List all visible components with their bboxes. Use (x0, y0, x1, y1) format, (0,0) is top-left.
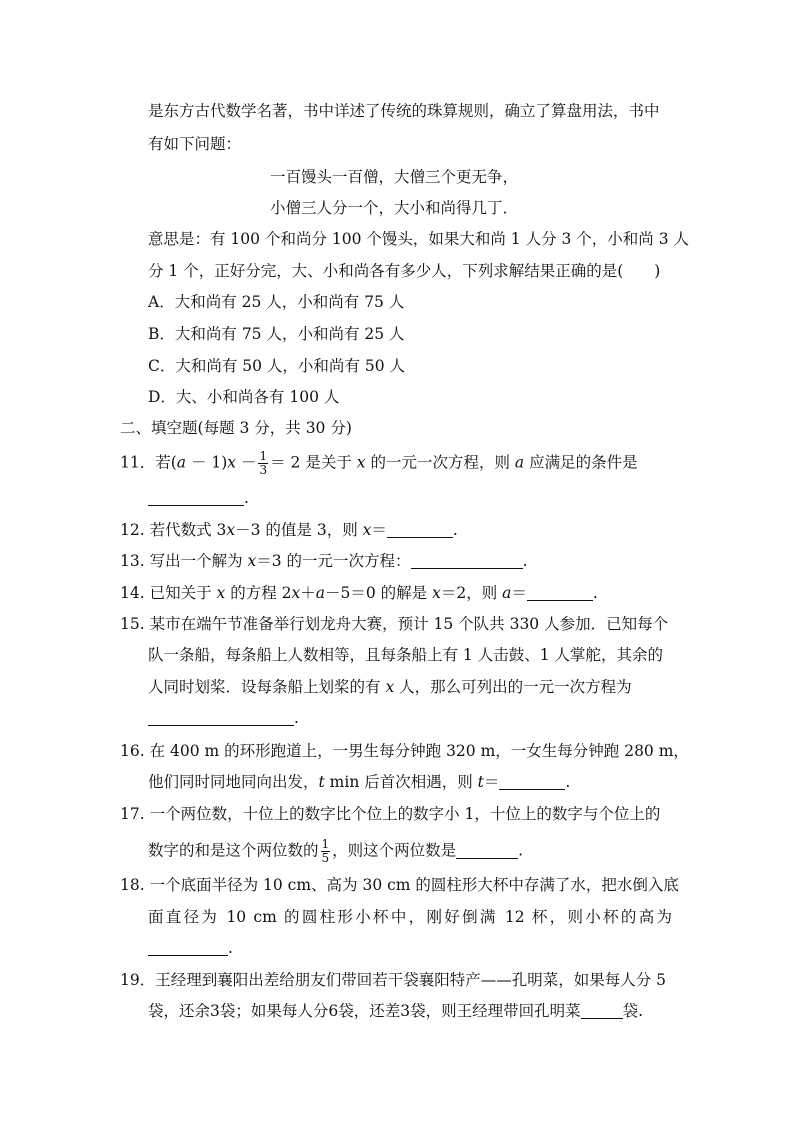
question-15-line-2: 队一条船，每条船上人数相等，且每条船上有 1 人击鼓、1 人掌舵，其余的 (148, 646, 664, 664)
answer-blank-13[interactable] (411, 552, 523, 569)
option-c: C．大和尚有 50 人，小和尚有 50 人 (148, 357, 406, 375)
answer-blank-19[interactable] (581, 1002, 623, 1019)
question-18-answer: . (148, 938, 233, 958)
question-14: 14. 已知关于 x 的方程 2x＋a－5＝0 的解是 x＝2，则 a＝ . (120, 584, 598, 602)
meaning-line-2: 分 1 个，正好分完，大、小和尚各有多少人，下列求解结果正确的是( ) (148, 262, 661, 280)
question-18-line-1: 18. 一个底面半径为 10 cm、高为 30 cm 的圆柱形大杯中存满了水，把水倒入底 (120, 876, 679, 894)
question-11: 11．若(a － 1)x － $\frac{1}{3}$ ＝ 2 是关于 x 的一元一次方程，则 a 应满足的条件是 (120, 449, 638, 477)
meaning-line-1: 意思是：有 100 个和尚分 100 个馒头，如果大和尚 1 人分 3 个，小和尚 3 人 (148, 230, 690, 248)
question-17-line-2: 数字的和是这个两位数的 $\frac{1}{5}$ ，则这个两位数是 . (148, 837, 524, 865)
question-13: 13. 写出一个解为 x＝3 的一元一次方程： . (120, 552, 528, 570)
answer-blank-14[interactable] (527, 584, 593, 601)
question-18-line-2: 面直径为 10 cm 的圆柱形小杯中，刚好倒满 12 杯，则小杯的高为 (148, 908, 672, 926)
option-a: A．大和尚有 25 人，小和尚有 75 人 (148, 293, 405, 311)
question-19-line-1: 19．王经理到襄阳出差给朋友们带回若干袋襄阳特产——孔明菜，如果每人分 5 (120, 971, 667, 989)
intro-line-1: 是东方古代数学名著，书中详述了传统的珠算规则，确立了算盘用法，书中 (148, 102, 660, 120)
option-d: D．大、小和尚各有 100 人 (148, 388, 340, 406)
answer-blank-18[interactable] (148, 939, 228, 956)
answer-blank-15[interactable] (148, 709, 294, 726)
answer-blank-17[interactable] (456, 842, 518, 859)
intro-line-2: 有如下问题： (148, 135, 242, 153)
question-17-line-1: 17. 一个两位数，十位上的数字比个位上的数字小 1，十位上的数字与个位上的 (120, 805, 661, 823)
question-15-line-1: 15. 某市在端午节准备举行划龙舟大赛，预计 15 个队共 330 人参加．已知每个 (120, 615, 669, 633)
answer-blank-16[interactable] (499, 773, 565, 790)
question-11-answer: . (148, 488, 249, 508)
question-16-line-1: 16. 在 400 m 的环形跑道上，一男生每分钟跑 320 m，一女生每分钟跑 280 m， (120, 742, 689, 760)
poem-line-1: 一百馒头一百僧，大僧三个更无争， (270, 168, 519, 186)
question-19-line-2: 袋，还余3袋；如果每人分6袋，还差3袋，则王经理带回孔明菜 袋. (148, 1002, 644, 1020)
question-15-answer: . (148, 708, 299, 728)
answer-blank-12[interactable] (387, 521, 453, 538)
question-12: 12. 若代数式 3x－3 的值是 3，则 x＝ . (120, 521, 458, 539)
question-16-line-2: 他们同时同地同向出发，t min 后首次相遇，则 t＝ . (148, 773, 571, 791)
poem-line-2: 小僧三人分一个，大小和尚得几丁． (270, 199, 519, 217)
fraction-one-third: $\frac{1}{3}$ (259, 449, 268, 477)
option-b: B．大和尚有 75 人，小和尚有 25 人 (148, 325, 405, 343)
question-15-line-3: 人同时划桨．设每条船上划桨的有 x 人，那么可列出的一元一次方程为 (148, 678, 632, 696)
section-header: 二、填空题(每题 3 分，共 30 分) (120, 419, 352, 437)
answer-blank-11[interactable] (148, 489, 244, 506)
fraction-one-fifth: $\frac{1}{5}$ (321, 837, 330, 865)
